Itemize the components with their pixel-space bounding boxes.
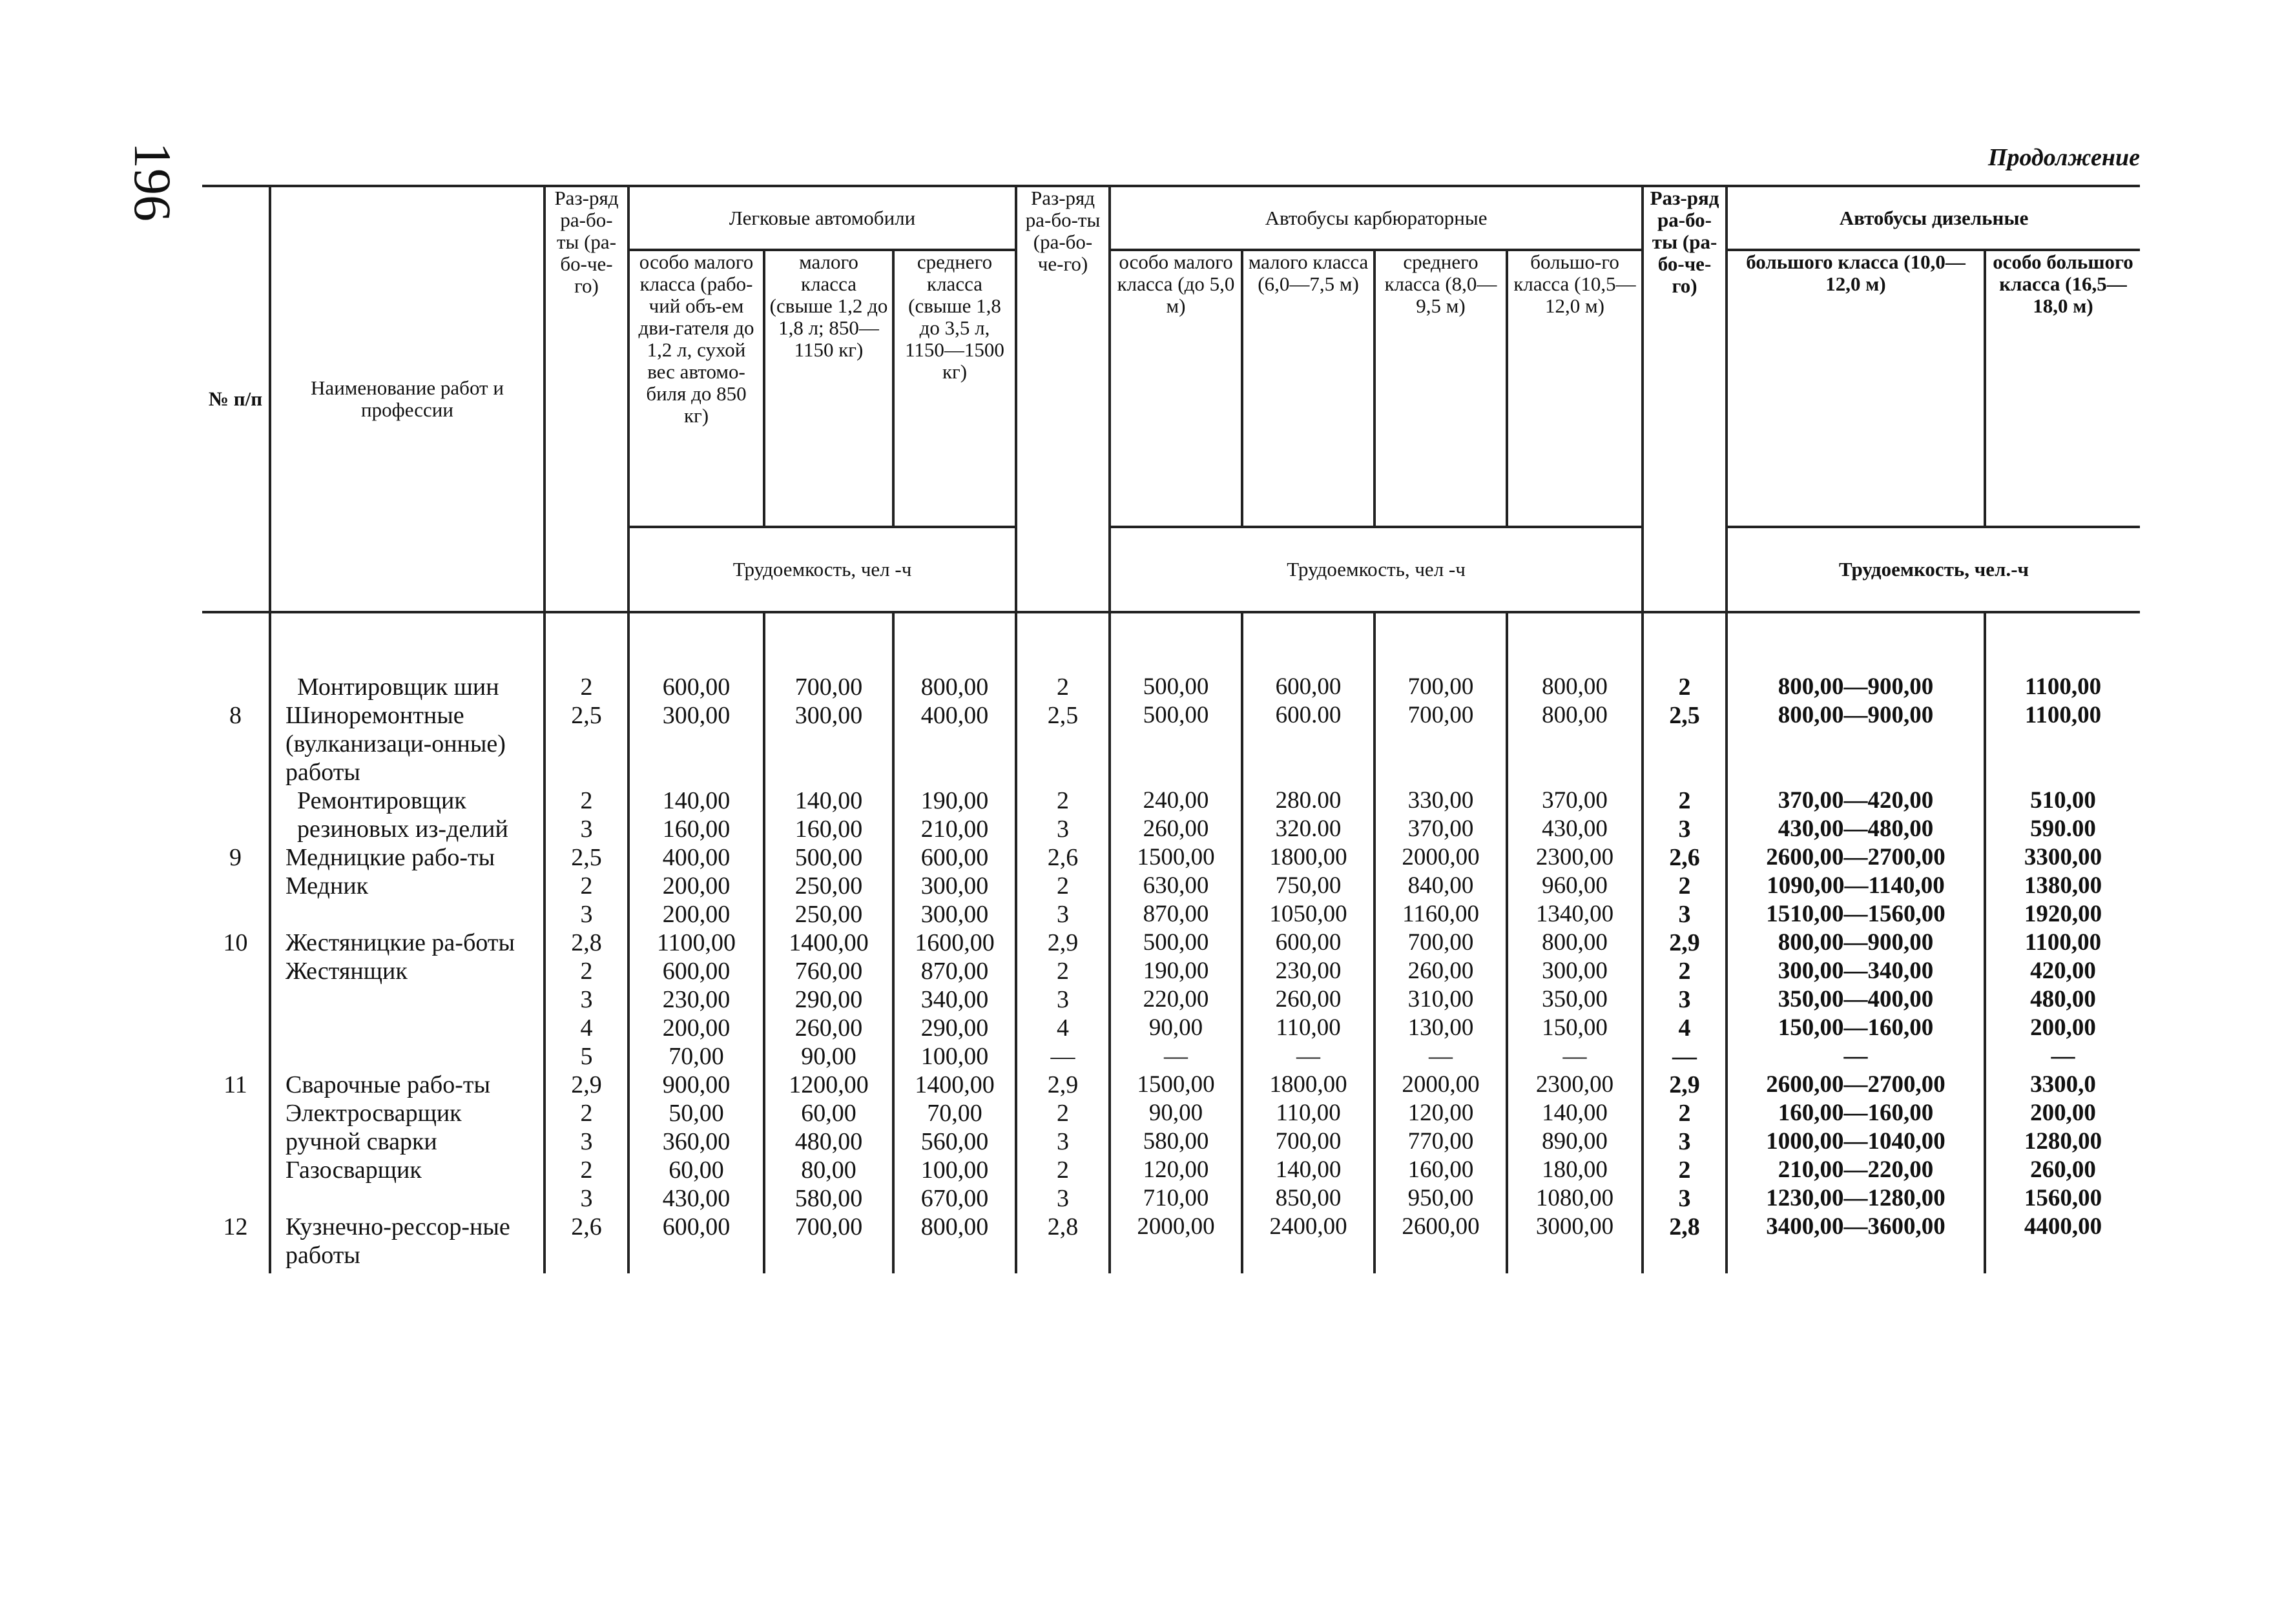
grade-cars: 2,5: [545, 701, 628, 786]
diesel-bus-extra-large-value: 1380,00 1920,00: [1985, 872, 2140, 929]
car-medium-value: 870,00 340,00 290,00 100,00: [893, 957, 1016, 1071]
row-num: [202, 1156, 270, 1213]
work-name: Медник: [270, 872, 545, 929]
header-labor-units-cars: Трудоемкость, чел -ч: [628, 527, 1016, 612]
car-small-value: 500,00: [764, 843, 893, 872]
row-num: 9: [229, 844, 242, 871]
car-extra-small-value: 60,00 430,00: [628, 1156, 764, 1213]
grade-carb-buses: 2 3: [1016, 1099, 1110, 1156]
carb-bus-small-value: 600,00: [1242, 929, 1374, 957]
grade-cars: 2,5: [545, 843, 628, 872]
car-medium-value: 600,00: [893, 843, 1016, 872]
grade-diesel-buses: 2,5: [1643, 701, 1727, 786]
carb-bus-medium-value: 2000,00: [1374, 843, 1507, 872]
row-num: [202, 673, 270, 701]
carb-bus-medium-value: 840,00 1160,00: [1374, 872, 1507, 929]
grade-carb-buses: 2,6: [1016, 843, 1110, 872]
car-extra-small-value: 1100,00: [628, 929, 764, 957]
car-small-value: 1400,00: [764, 929, 893, 957]
header-labor-units-diesel-buses: Трудоемкость, чел.-ч: [1727, 527, 2140, 612]
carb-bus-extra-small-value: 500,00: [1110, 701, 1242, 786]
diesel-bus-large-value: 160,00—160,00 1000,00—1040,00: [1727, 1099, 1985, 1156]
grade-diesel-buses: 2 3 4 —: [1643, 957, 1727, 1071]
spacer-cell: [545, 612, 628, 673]
diesel-bus-large-value: 2600,00—2700,00: [1727, 843, 1985, 872]
header-num: № п/п: [202, 186, 270, 612]
header-grade-carb-buses: Раз-ряд ра-бо-ты (ра-бо-че-го): [1016, 186, 1110, 612]
work-name: Кузнечно-рессор-ные работы: [270, 1213, 545, 1273]
diesel-bus-large-value: 3400,00—3600,00: [1727, 1213, 1985, 1273]
car-small-value: 700,00: [764, 673, 893, 701]
car-medium-value: 70,00 560,00: [893, 1099, 1016, 1156]
grade-carb-buses: 2,5: [1016, 701, 1110, 786]
grade-cars: 2 3: [545, 1099, 628, 1156]
spacer-cell: [628, 612, 764, 673]
grade-carb-buses: 2,9: [1016, 929, 1110, 957]
grade-carb-buses: 2: [1016, 673, 1110, 701]
car-small-value: 80,00 580,00: [764, 1156, 893, 1213]
spacer-cell: [270, 612, 545, 673]
carb-bus-large-value: 800,00: [1507, 701, 1643, 786]
carb-bus-extra-small-value: 630,00 870,00: [1110, 872, 1242, 929]
car-extra-small-value: 600,00: [628, 673, 764, 701]
car-extra-small-value: 140,00 160,00: [628, 786, 764, 843]
grade-diesel-buses: 2: [1643, 673, 1727, 701]
carb-bus-large-value: 300,00 350,00 150,00 —: [1507, 957, 1643, 1071]
car-small-value: 140,00 160,00: [764, 786, 893, 843]
table-header: [202, 186, 2140, 612]
diesel-bus-extra-large-value: 200,00 1280,00: [1985, 1099, 2140, 1156]
diesel-bus-large-value: 800,00—900,00: [1727, 673, 1985, 701]
grade-diesel-buses: 2 3: [1643, 872, 1727, 929]
car-medium-value: 400,00: [893, 701, 1016, 786]
carb-bus-medium-value: 2000,00: [1374, 1071, 1507, 1099]
car-extra-small-value: 900,00: [628, 1071, 764, 1099]
car-small-value: 1200,00: [764, 1071, 893, 1099]
diesel-bus-extra-large-value: 260,00 1560,00: [1985, 1156, 2140, 1213]
carb-bus-medium-value: 2600,00: [1374, 1213, 1507, 1273]
carb-bus-large-value: 370,00 430,00: [1507, 786, 1643, 843]
grade-cars: 2,6: [545, 1213, 628, 1273]
grade-cars: 2 3 4 5: [545, 957, 628, 1071]
spacer-cell: [1242, 612, 1374, 673]
car-small-value: 760,00 290,00 260,00 90,00: [764, 957, 893, 1071]
carb-bus-medium-value: 160,00 950,00: [1374, 1156, 1507, 1213]
grade-cars: 2 3: [545, 1156, 628, 1213]
grade-cars: 2,9: [545, 1071, 628, 1099]
diesel-bus-large-value: 800,00—900,00: [1727, 701, 1985, 786]
table-row: [202, 957, 2140, 1071]
carb-bus-extra-small-value: 2000,00: [1110, 1213, 1242, 1273]
car-small-value: 700,00: [764, 1213, 893, 1273]
work-name: Жестянщик: [270, 957, 545, 1071]
car-medium-value: 190,00 210,00: [893, 786, 1016, 843]
carb-bus-large-value: 800,00: [1507, 673, 1643, 701]
car-medium-value: 1400,00: [893, 1071, 1016, 1099]
carb-bus-extra-small-value: 240,00 260,00: [1110, 786, 1242, 843]
car-extra-small-value: 600,00 230,00 200,00 70,00: [628, 957, 764, 1071]
table-row: [202, 843, 2140, 872]
carb-bus-small-value: 1800,00: [1242, 1071, 1374, 1099]
diesel-bus-extra-large-value: 3300,0: [1985, 1071, 2140, 1099]
header-labor-units-carb-buses: Трудоемкость, чел -ч: [1110, 527, 1643, 612]
grade-carb-buses: 2 3: [1016, 1156, 1110, 1213]
carb-bus-medium-value: 120,00 770,00: [1374, 1099, 1507, 1156]
continuation-label: Продолжение: [1987, 144, 2140, 171]
diesel-bus-large-value: 300,00—340,00 350,00—400,00 150,00—160,00 —: [1727, 957, 1985, 1071]
spacer-cell: [202, 612, 270, 673]
spacer-cell: [893, 612, 1016, 673]
diesel-bus-large-value: 370,00—420,00 430,00—480,00: [1727, 786, 1985, 843]
car-small-value: 300,00: [764, 701, 893, 786]
spacer-cell: [1727, 612, 1985, 673]
row-num: [202, 786, 270, 843]
grade-diesel-buses: 2 3: [1643, 786, 1727, 843]
row-num: 10: [223, 929, 248, 956]
header-grade-diesel-buses: Раз-ряд ра-бо-ты (ра-бо-че-го): [1643, 186, 1727, 612]
carb-bus-small-value: 600,00: [1242, 673, 1374, 701]
work-name: Медницкие рабо-ты: [270, 843, 545, 872]
spacer-cell: [1507, 612, 1643, 673]
table-row: [202, 673, 2140, 701]
carb-bus-extra-small-value: 1500,00: [1110, 1071, 1242, 1099]
carb-bus-medium-value: 700,00: [1374, 929, 1507, 957]
table-body: [202, 612, 2140, 1273]
header-car-class-medium: среднего класса (свыше 1,8 до 3,5 л, 1150—1500 кг): [893, 250, 1016, 527]
diesel-bus-extra-large-value: 420,00 480,00 200,00 —: [1985, 957, 2140, 1071]
carb-bus-medium-value: 330,00 370,00: [1374, 786, 1507, 843]
carb-bus-small-value: 280.00 320.00: [1242, 786, 1374, 843]
carb-bus-medium-value: 260,00 310,00 130,00 —: [1374, 957, 1507, 1071]
carb-bus-extra-small-value: 120,00 710,00: [1110, 1156, 1242, 1213]
carb-bus-medium-value: 700,00: [1374, 701, 1507, 786]
row-num: 8: [229, 702, 242, 729]
table-row: [202, 1156, 2140, 1213]
carb-bus-small-value: 750,00 1050,00: [1242, 872, 1374, 929]
row-num: [202, 872, 270, 929]
work-name: Электросварщик ручной сварки: [270, 1099, 545, 1156]
row-num: 12: [223, 1213, 248, 1240]
work-name: Ремонтировщик резиновых из-делий: [270, 786, 545, 843]
table-row: [202, 929, 2140, 957]
page-number: 196: [123, 142, 182, 221]
spacer-cell: [1985, 612, 2140, 673]
car-extra-small-value: 300,00: [628, 701, 764, 786]
work-name: Монтировщик шин: [270, 673, 545, 701]
diesel-bus-extra-large-value: 510,00 590.00: [1985, 786, 2140, 843]
grade-diesel-buses: 2,9: [1643, 929, 1727, 957]
grade-cars: 2,8: [545, 929, 628, 957]
row-num: [202, 957, 270, 1071]
row-num: 11: [223, 1071, 247, 1098]
header-group-diesel-buses: Автобусы дизельные: [1727, 186, 2140, 250]
grade-carb-buses: 2 3: [1016, 786, 1110, 843]
carb-bus-large-value: 960,00 1340,00: [1507, 872, 1643, 929]
grade-carb-buses: 2,9: [1016, 1071, 1110, 1099]
car-small-value: 60,00 480,00: [764, 1099, 893, 1156]
grade-diesel-buses: 2 3: [1643, 1156, 1727, 1213]
diesel-bus-large-value: 800,00—900,00: [1727, 929, 1985, 957]
labor-norms-table: [202, 185, 2140, 1273]
header-group-cars: Легковые автомобили: [628, 186, 1016, 250]
diesel-bus-extra-large-value: 1100,00: [1985, 929, 2140, 957]
diesel-bus-large-value: 210,00—220,00 1230,00—1280,00: [1727, 1156, 1985, 1213]
header-car-class-extra-small: особо малого класса (рабо-чий объ-ем дви-гателя до 1,2 л, сухой вес автомо-биля до 850 кг): [628, 250, 764, 527]
car-extra-small-value: 400,00: [628, 843, 764, 872]
grade-carb-buses: 2,8: [1016, 1213, 1110, 1273]
table-row: [202, 872, 2140, 929]
car-small-value: 250,00 250,00: [764, 872, 893, 929]
carb-bus-medium-value: 700,00: [1374, 673, 1507, 701]
carb-bus-small-value: 230,00 260,00 110,00 —: [1242, 957, 1374, 1071]
diesel-bus-large-value: 1090,00—1140,00 1510,00—1560,00: [1727, 872, 1985, 929]
grade-diesel-buses: 2,8: [1643, 1213, 1727, 1273]
work-name: Жестяницкие ра-боты: [270, 929, 545, 957]
carb-bus-small-value: 1800,00: [1242, 843, 1374, 872]
header-carb-bus-class-extra-small: особо малого класса (до 5,0 м): [1110, 250, 1242, 527]
car-extra-small-value: 200,00 200,00: [628, 872, 764, 929]
carb-bus-small-value: 2400,00: [1242, 1213, 1374, 1273]
table-spacer-row: [202, 612, 2140, 673]
diesel-bus-extra-large-value: 4400,00: [1985, 1213, 2140, 1273]
carb-bus-extra-small-value: 500,00: [1110, 929, 1242, 957]
car-extra-small-value: 600,00: [628, 1213, 764, 1273]
spacer-cell: [1374, 612, 1507, 673]
carb-bus-extra-small-value: 1500,00: [1110, 843, 1242, 872]
carb-bus-large-value: 2300,00: [1507, 843, 1643, 872]
row-num: [202, 1099, 270, 1156]
grade-cars: 2: [545, 673, 628, 701]
header-diesel-bus-class-extra-large: особо большого класса (16,5—18,0 м): [1985, 250, 2140, 527]
diesel-bus-extra-large-value: 3300,00: [1985, 843, 2140, 872]
header-group-carb-buses: Автобусы карбюраторные: [1110, 186, 1643, 250]
carb-bus-large-value: 800,00: [1507, 929, 1643, 957]
grade-diesel-buses: 2,9: [1643, 1071, 1727, 1099]
car-medium-value: 100,00 670,00: [893, 1156, 1016, 1213]
grade-diesel-buses: 2,6: [1643, 843, 1727, 872]
diesel-bus-extra-large-value: 1100,00: [1985, 701, 2140, 786]
carb-bus-small-value: 600.00: [1242, 701, 1374, 786]
carb-bus-extra-small-value: 500,00: [1110, 673, 1242, 701]
table-row: [202, 1213, 2140, 1273]
header-carb-bus-class-small: малого класса (6,0—7,5 м): [1242, 250, 1374, 527]
carb-bus-large-value: 180,00 1080,00: [1507, 1156, 1643, 1213]
spacer-cell: [1110, 612, 1242, 673]
car-medium-value: 300,00 300,00: [893, 872, 1016, 929]
grade-carb-buses: 2 3 4 —: [1016, 957, 1110, 1071]
diesel-bus-large-value: 2600,00—2700,00: [1727, 1071, 1985, 1099]
work-name: Сварочные рабо-ты: [270, 1071, 545, 1099]
header-carb-bus-class-large: большо-го класса (10,5—12,0 м): [1507, 250, 1643, 527]
car-medium-value: 1600,00: [893, 929, 1016, 957]
carb-bus-small-value: 140,00 850,00: [1242, 1156, 1374, 1213]
table-row: [202, 1071, 2140, 1099]
spacer-cell: [1643, 612, 1727, 673]
header-name: Наименование работ и профессии: [270, 186, 545, 612]
header-grade-cars: Раз-ряд ра-бо-ты (ра-бо-че-го): [545, 186, 628, 612]
header-carb-bus-class-medium: среднего класса (8,0—9,5 м): [1374, 250, 1507, 527]
table-row: [202, 786, 2140, 843]
car-extra-small-value: 50,00 360,00: [628, 1099, 764, 1156]
grade-carb-buses: 2 3: [1016, 872, 1110, 929]
grade-cars: 2 3: [545, 786, 628, 843]
grade-diesel-buses: 2 3: [1643, 1099, 1727, 1156]
car-medium-value: 800,00: [893, 1213, 1016, 1273]
carb-bus-large-value: 2300,00: [1507, 1071, 1643, 1099]
carb-bus-extra-small-value: 190,00 220,00 90,00 —: [1110, 957, 1242, 1071]
spacer-cell: [764, 612, 893, 673]
table-row: [202, 701, 2140, 786]
table-row: [202, 1099, 2140, 1156]
diesel-bus-extra-large-value: 1100,00: [1985, 673, 2140, 701]
header-car-class-small: малого класса (свыше 1,2 до 1,8 л; 850—1150 кг): [764, 250, 893, 527]
carb-bus-small-value: 110,00 700,00: [1242, 1099, 1374, 1156]
spacer-cell: [1016, 612, 1110, 673]
car-medium-value: 800,00: [893, 673, 1016, 701]
carb-bus-large-value: 140,00 890,00: [1507, 1099, 1643, 1156]
carb-bus-large-value: 3000,00: [1507, 1213, 1643, 1273]
grade-cars: 2 3: [545, 872, 628, 929]
header-diesel-bus-class-large: большого класса (10,0—12,0 м): [1727, 250, 1985, 527]
carb-bus-extra-small-value: 90,00 580,00: [1110, 1099, 1242, 1156]
work-name: Шиноремонтные (вулканизаци-онные) работы: [270, 701, 545, 786]
work-name: Газосварщик: [270, 1156, 545, 1213]
